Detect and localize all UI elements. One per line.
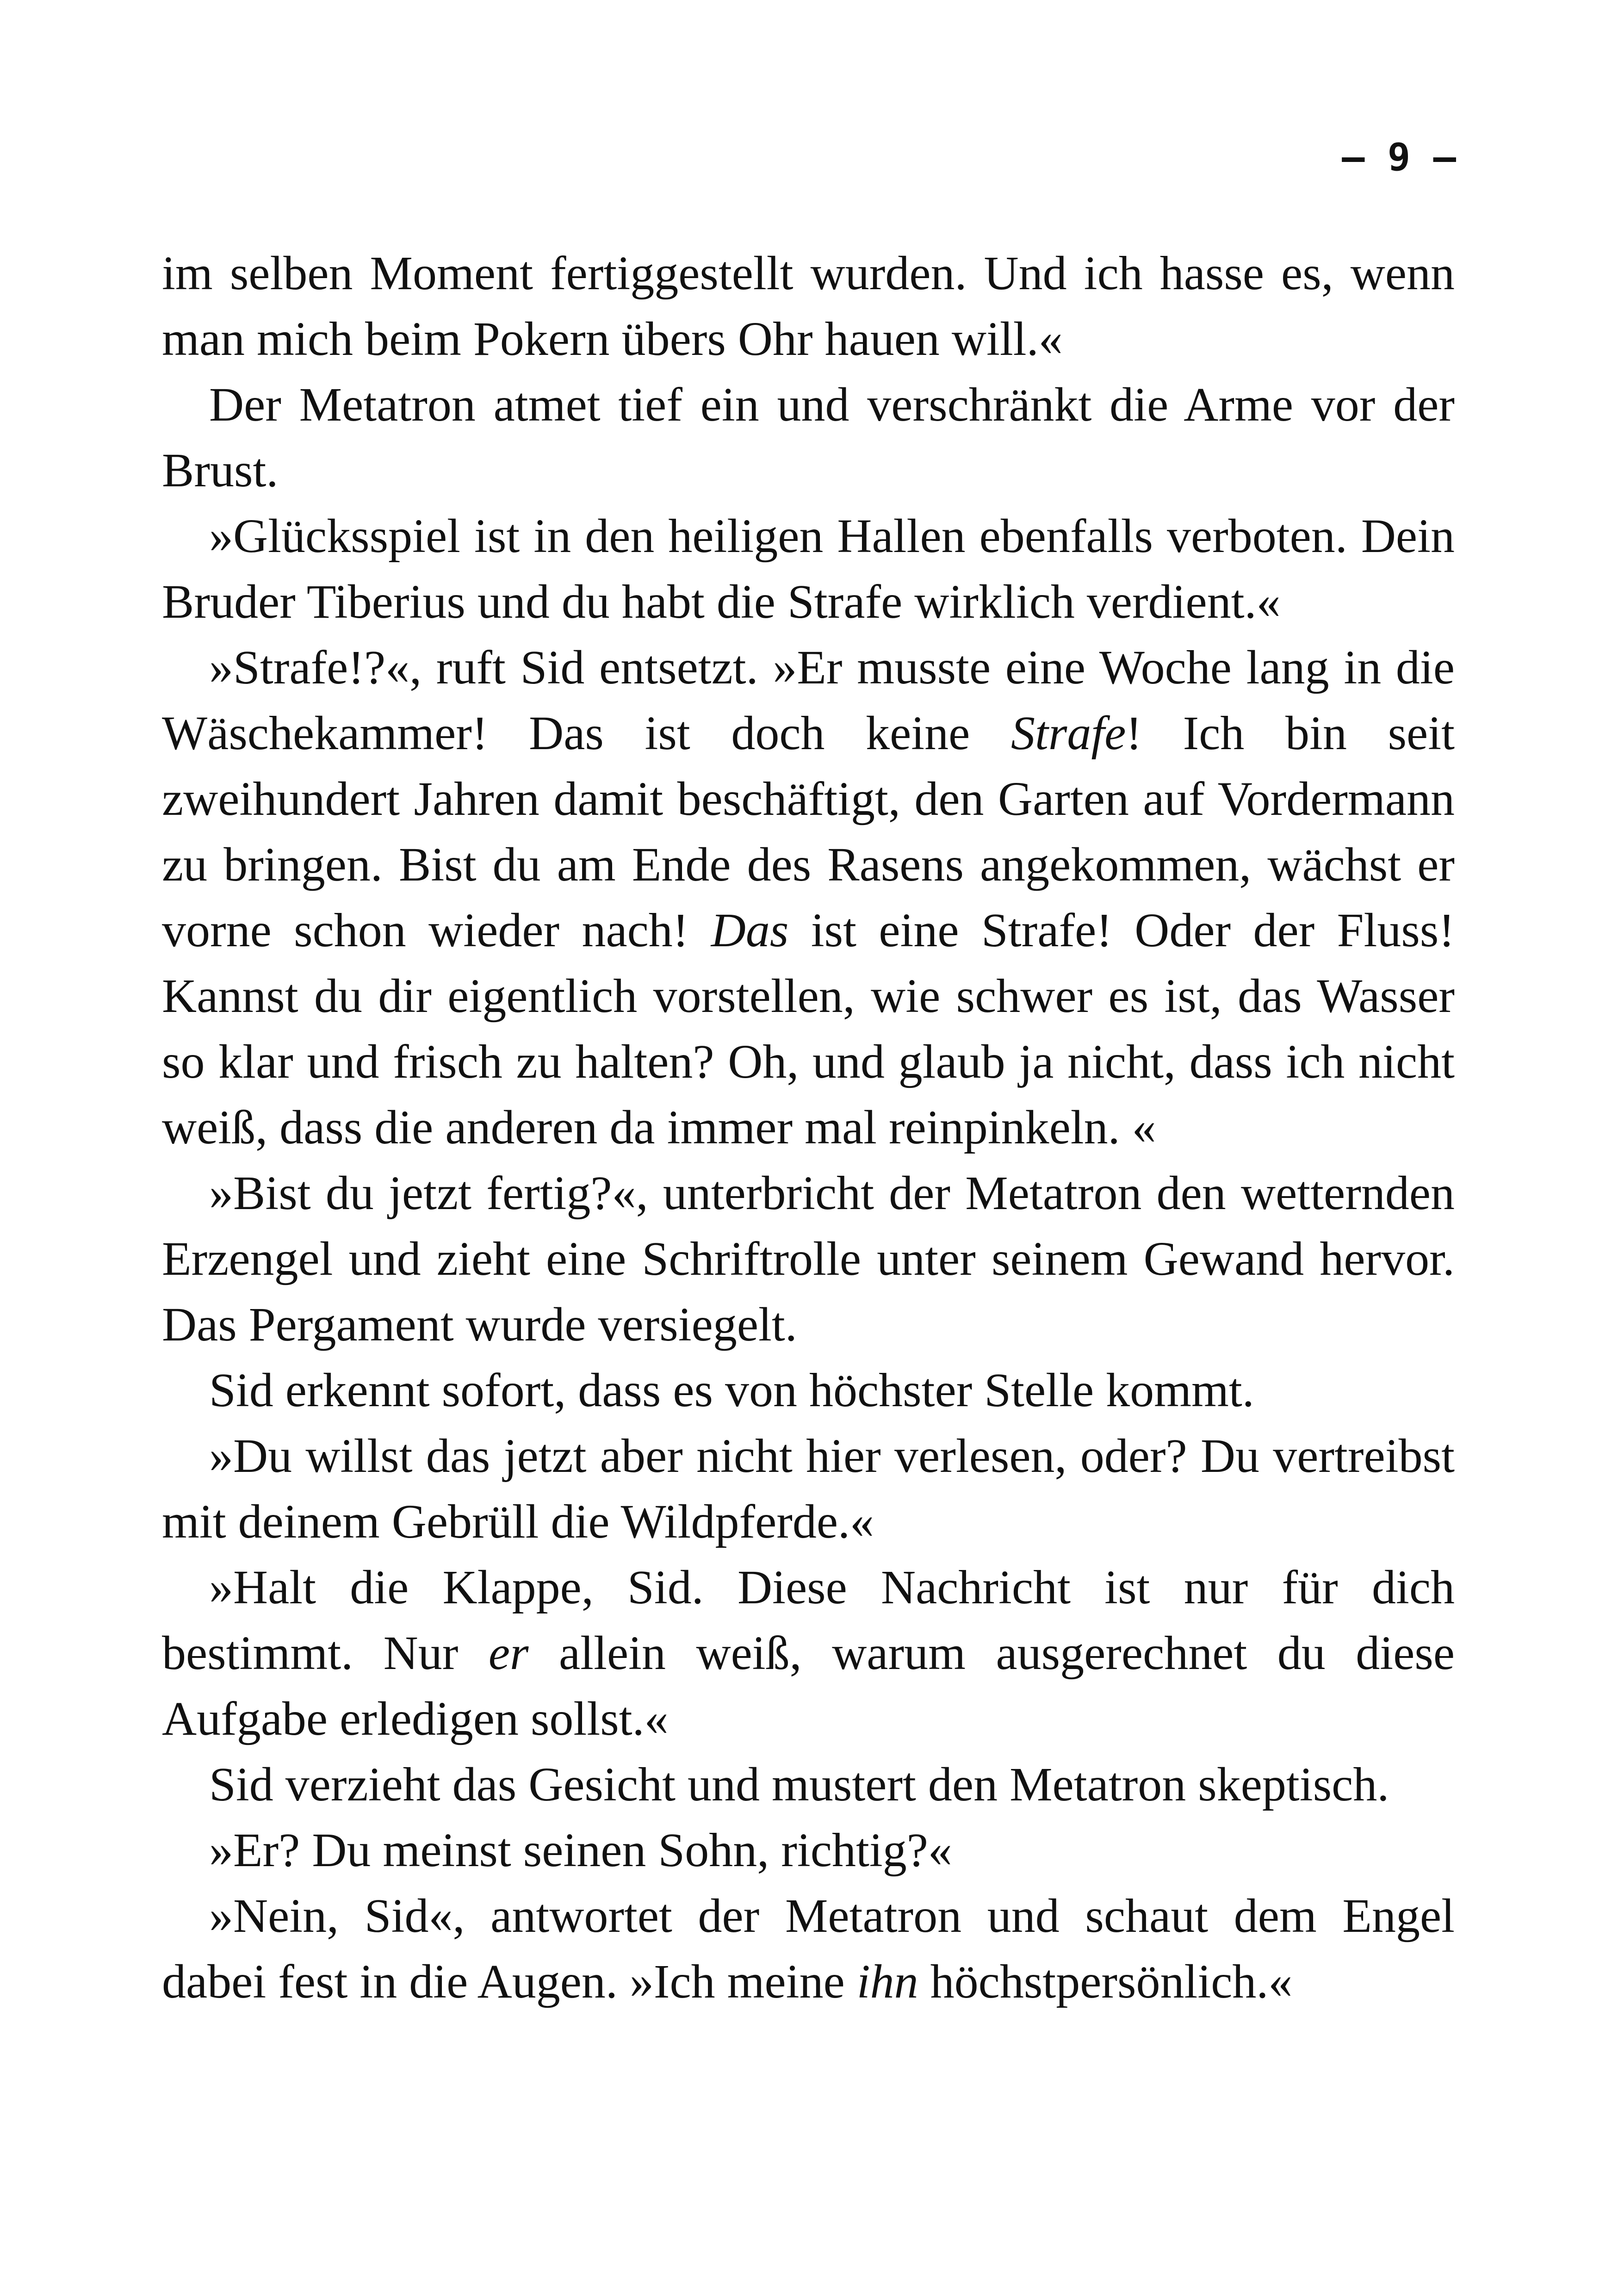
paragraph xyxy=(162,1752,1455,1818)
paragraph xyxy=(162,1818,1455,1883)
text-run: »Du willst das jetzt aber nicht hier verlesen, oder? Du vertreibst mit deinem Gebrüll die Wildpferde.« xyxy=(162,1429,1455,1548)
emphasis-text: Strafe xyxy=(1010,707,1126,760)
paragraph xyxy=(162,372,1455,503)
text-run: »Glücksspiel ist in den heiligen Hallen ebenfalls verboten. Dein Bruder Tiberius und du habt die Strafe wirklich verdient.« xyxy=(162,509,1455,628)
paragraph xyxy=(162,1358,1455,1423)
text-run: ! Ich bin seit zweihundert Jahren damit beschäftigt, den Garten auf Vordermann zu bringen. Bist du am Ende des Rasens angekommen, wächst er vorne schon wieder nach! xyxy=(162,707,1455,957)
text-run: »Strafe!?«, ruft Sid entsetzt. »Er musste eine Woche lang in die Wäschekammer! Das ist doch keine xyxy=(162,641,1455,760)
emphasis-text: er xyxy=(488,1626,529,1680)
paragraph xyxy=(162,1160,1455,1358)
emphasis-text: Das xyxy=(711,904,789,957)
text-run: Der Metatron atmet tief ein und verschränkt die Arme vor der Brust. xyxy=(162,378,1455,497)
text-run: ist eine Strafe! Oder der Fluss! Kannst du dir eigentlich vorstellen, wie schwer es ist, das Wasser so klar und frisch zu halten? Oh, und glaub ja nicht, dass ich nicht weiß, dass die anderen da immer mal reinpinkeln. « xyxy=(162,904,1455,1154)
page-number: – 9 – xyxy=(1342,136,1456,180)
paragraph xyxy=(162,503,1455,635)
text-run: »Bist du jetzt fertig?«, unterbricht der Metatron den wetternden Erzengel und zieht eine Schriftrolle unter seinem Gewand hervor. Das Pergament wurde versiegelt. xyxy=(162,1167,1455,1351)
emphasis-text: ihn xyxy=(856,1955,918,2008)
body-text xyxy=(162,241,1455,2015)
paragraph xyxy=(162,1423,1455,1555)
paragraph xyxy=(162,241,1455,372)
text-run: »Er? Du meinst seinen Sohn, richtig?« xyxy=(209,1824,952,1877)
paragraph xyxy=(162,635,1455,1160)
text-run: Sid erkennt sofort, dass es von höchster Stelle kommt. xyxy=(209,1364,1254,1417)
text-run: Sid verzieht das Gesicht und mustert den Metatron skeptisch. xyxy=(209,1758,1389,1811)
text-run: höchstpersönlich.« xyxy=(918,1955,1293,2008)
paragraph xyxy=(162,1555,1455,1752)
text-run: »Halt die Klappe, Sid. Diese Nachricht ist nur für dich bestimmt. Nur xyxy=(162,1561,1455,1680)
text-run: »Nein, Sid«, antwortet der Metatron und schaut dem Engel dabei fest in die Augen. »Ich meine xyxy=(162,1889,1455,2008)
text-run: im selben Moment fertiggestellt wurden. Und ich hasse es, wenn man mich beim Pokern übers Ohr hauen will.« xyxy=(162,247,1455,366)
paragraph xyxy=(162,1883,1455,2015)
text-run: allein weiß, warum ausgerechnet du diese Aufgabe erledigen sollst.« xyxy=(162,1626,1455,1745)
